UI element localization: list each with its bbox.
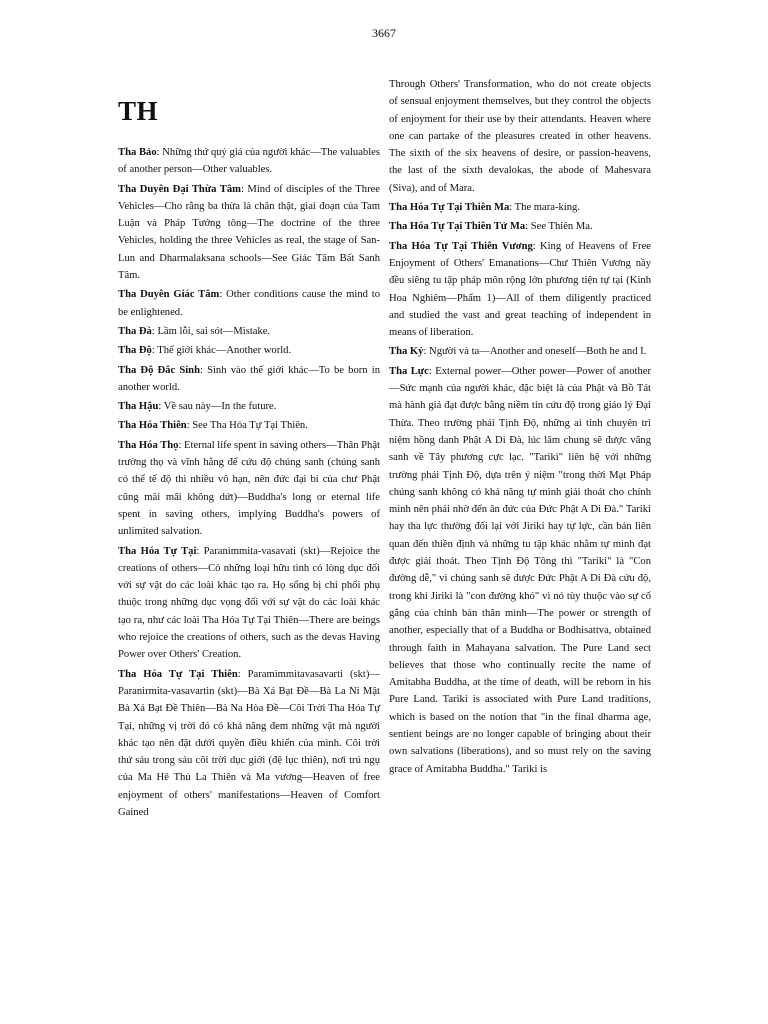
entry-term: Tha Kỷ <box>389 346 424 358</box>
entry-term: Tha Hóa Tự Tại Thiên Tử Ma <box>389 221 526 233</box>
dictionary-entry <box>389 199 651 216</box>
dictionary-entry <box>389 76 651 197</box>
entry-definition: : Thế giới khác—Another world. <box>151 345 292 357</box>
entry-term: Tha Hóa Tự Tại Thiên Vương <box>389 240 533 252</box>
entry-definition: : Mind of disciples of the Three Vehicles—Cho rằng ba thừa là chân thật, giai đoạn của Tam Luận và Pháp Tướng tông—The doctrine of the three Vehicles, holding the three Vehicles as real, the stage of San-Lun and Dharmalaksana schools—See Giác Tâm Bất Sanh Tâm. <box>118 183 380 282</box>
dictionary-entry <box>389 343 651 360</box>
entry-term: Tha Hóa Tự Tại Thiên <box>118 668 238 680</box>
entry-definition: : Lầm lỗi, sai sót—Mistake. <box>151 325 271 337</box>
entry-term: Tha Hóa Tự Tại Thiên Ma <box>389 202 510 214</box>
entry-term: Tha Duyên Giác Tâm <box>118 289 220 301</box>
dictionary-entry <box>118 543 380 664</box>
entry-definition: : Về sau này—In the future. <box>158 401 277 413</box>
entry-definition: : Người và ta—Another and oneself—Both he and I. <box>423 346 647 358</box>
entry-definition: : Những thứ quý giá của người khác—The valuables of another person—Other valuables. <box>118 147 380 176</box>
entry-term: Tha Hóa Tự Tại <box>118 545 197 557</box>
dictionary-entry <box>118 181 380 285</box>
dictionary-entry <box>118 417 380 434</box>
entry-definition: : Eternal life spent in saving others—Thân Phật trường thọ và vĩnh hằng để cứu độ chúng sanh (chúng sanh có thể tế độ thì nhiều vô hạn, nên đức đại bi của chư Phật cũng mãi mãi không dứt)—Buddha's long or eternal life spent in saving others, implying Buddha's powers of unlimited salvation. <box>118 439 380 538</box>
dictionary-entry <box>389 218 651 235</box>
right-column <box>389 76 651 780</box>
entry-definition: : The mara-king. <box>509 202 580 214</box>
entry-term: Tha Lực <box>389 365 429 377</box>
dictionary-entry <box>118 666 380 822</box>
entry-definition: : External power—Other power—Power of another—Sức mạnh của người khác, đặc biệt là của Phật và Bồ Tát mà hành giả đạt được bằng niềm tin cứu độ trong giáo lý Đại Thừa. Theo trường phái Tịnh Độ, những ai tinh chuyên trì niệm hồng danh Phật A Di Đà, lúc lâm chung sẽ được vãng sanh về Tây phương cực lạc. "Tariki" liên hệ với những trường phái Tịnh Độ, dựa trên ý niệm "trong thời Mạt Pháp chúng sanh không có khả năng tự mình giải thoát cho chính mình nên phải nhờ đến ân đức của Đức Phật A Di Đà." Tariki hay tha lực thường đối lại với Jiriki hay tự lực, cần bản liên quan đến thiền định và những tu tập khác nhằm tự mình đạt được giải thoát. Theo Tịnh Độ Tông thì "Tariki" là "Con đường dễ," vì chúng sanh sẽ được Đức Phật A Di Đà cứu độ, trong khi Jiriki là "con đường khó" vì nó tùy thuộc vào sự cố gắng của chính bản thân mình—The power or strength of another, especially that of a Buddha or Bodhisattva, obtained through faith in Mahayana salvation. The Pure Land sect believes that those who continually recite the name of Amitabha Buddha, at the time of death, will be reborn in his Pure Land. Tariki is associated with Pure Land traditions, which is based on the notion that "in the final dharma age, sentient beings are no longer capable of bringing about their own salvations (liberations), and so must rely on the saving grace of Amitabha Buddha." Tariki is <box>389 365 651 775</box>
entry-definition: : Other conditions cause the mind to be enlightened. <box>118 289 380 318</box>
entry-definition: : King of Heavens of Free Enjoyment of Others' Emanations—Chư Thiên Vương nầy đều siêng tu tập pháp môn rộng lớn phương tiện tự tại (Kinh Hoa Nghiêm—Phẩm 1)—All of them diligently practiced and studied the vast and great teaching of independent in means of liberation. <box>389 240 651 339</box>
entry-term: Tha Độ <box>118 345 152 357</box>
dictionary-entry <box>118 398 380 415</box>
entry-definition: : Sinh vào thế giới khác—To be born in another world. <box>118 364 380 393</box>
entry-term: Tha Bảo <box>118 147 157 158</box>
dictionary-entry <box>389 363 651 778</box>
entry-term: Tha Duyên Đại Thừa Tâm <box>118 183 241 195</box>
dictionary-entry <box>118 286 380 321</box>
entry-definition: : See Thiên Ma. <box>525 221 593 233</box>
section-heading: TH <box>118 96 159 126</box>
dictionary-entry <box>118 323 380 340</box>
entry-term: Tha Hóa Thiên <box>118 420 187 432</box>
entry-definition: : See Tha Hóa Tự Tại Thiên. <box>186 420 308 432</box>
entry-definition: Through Others' Transformation, who do not create objects of sensual enjoyment themselves, but they control the objects of enjoyment for their use by their attendants. Heaven where one can partake of the pleasures created in other heavens. The sixth of the six heavens of desire, or passion-heavens, the last of the sixth devalokas, the abode of Mahesvara (Siva), and of Mara. <box>389 79 651 194</box>
entry-term: Tha Hóa Thọ <box>118 439 179 451</box>
entry-term: Tha Hậu <box>118 401 159 413</box>
entry-term: Tha Đà <box>118 325 152 337</box>
dictionary-entry <box>118 362 380 397</box>
dictionary-entry <box>118 144 380 179</box>
entry-definition: : Paranimmita-vasavati (skt)—Rejoice the creations of others—Có những loại hữu tình có lòng dục đối với sự vật do các loài khác tạo ra. Họ sống bị chi phối phụ thuộc trong những dục vọng đối với sự vật do các loài khác tạo ra, như các loài Tha Hóa Tự Tại Thiên—There are beings who rejoice the creations of others, such as the devas Having Power over Others' Creation. <box>118 545 380 661</box>
dictionary-entry <box>118 342 380 359</box>
page-number: 3667 <box>372 26 396 40</box>
entry-definition: : Paramimmitavasavarti (skt)—Paranirmita-vasavartin (skt)—Bà Xá Bạt Đề—Bà La Ni Mật Bà Xá Bạt Đề Thiên—Bà Na Hòa Đề—Cõi Trời Tha Hóa Tự Tại, những vị trời đó có khả năng đem những vật mà người khác tạo nên đặt dưới quyền điều khiển của mình. Cõi trời thứ sáu trong sáu cõi trời dục giới (đệ lục thiên), nơi trú ngụ của Ma Hê Thủ La Thiên và Ma vương—Heaven of free enjoyment of others' manifestations—Heaven of Comfort Gained <box>118 668 380 818</box>
entry-term: Tha Độ Đắc Sinh <box>118 364 200 376</box>
left-column <box>118 144 380 823</box>
dictionary-entry <box>118 437 380 541</box>
dictionary-entry <box>389 238 651 342</box>
